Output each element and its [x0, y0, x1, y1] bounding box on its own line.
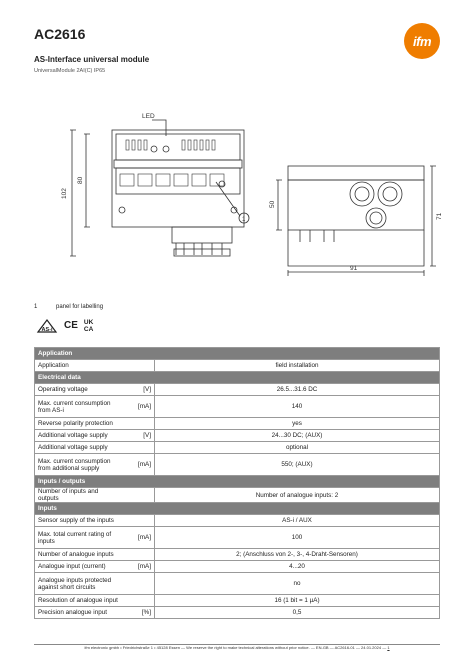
spec-row: [35, 549, 440, 561]
spec-row: [35, 396, 440, 418]
section-header: [35, 372, 440, 384]
spec-value: no: [155, 573, 440, 595]
dim-80: 80: [77, 176, 84, 184]
product-model: UniversalModule 2AI(C) IP65: [34, 68, 106, 74]
spec-label: Analogue inputs protected against short circuits: [35, 573, 124, 595]
ifm-logo: [404, 23, 440, 59]
spec-row: [35, 515, 440, 527]
spec-row: [35, 595, 440, 607]
spec-label: Max. current consumption from AS-i: [35, 396, 124, 418]
section-header: [35, 476, 440, 488]
spec-value: optional: [155, 442, 440, 454]
section-title: Application: [35, 348, 440, 360]
ukca-ca: CA: [83, 326, 94, 333]
ukca-uk: UK: [83, 319, 94, 326]
spec-unit: [mA]: [123, 454, 155, 476]
spec-label: Operating voltage: [35, 384, 124, 396]
spec-unit: [123, 549, 155, 561]
dim-71: 71: [436, 212, 443, 220]
spec-label: Precision analogue input: [35, 607, 124, 619]
caption-number: 1: [34, 304, 38, 310]
spec-unit: [V]: [123, 430, 155, 442]
spec-value: 24...30 DC; (AUX): [155, 430, 440, 442]
spec-value: 4...20: [155, 561, 440, 573]
led-label: LED: [142, 113, 155, 120]
section-title: Inputs / outputs: [35, 476, 440, 488]
spec-row: [35, 430, 440, 442]
spec-value: Number of analogue inputs: 2: [155, 488, 440, 503]
spec-unit: [123, 515, 155, 527]
spec-label: Application: [35, 360, 124, 372]
footer-text: ifm electronic gmbh • Friedrichstraße 1 • 45128 Essen — We reserve the right to make technical alterations without prior notice. — EN-GB — AC2616-01 — 24.01.2024 —: [84, 645, 387, 650]
spec-unit: [123, 595, 155, 607]
spec-value: 100: [155, 527, 440, 549]
page-footer: [0, 645, 474, 650]
spec-row: [35, 384, 440, 396]
section-title: Electrical data: [35, 372, 440, 384]
spec-table: [34, 347, 440, 619]
spec-row: [35, 454, 440, 476]
dim-91: 91: [350, 265, 358, 272]
spec-label: Additional voltage supply: [35, 442, 124, 454]
spec-unit: [123, 418, 155, 430]
spec-value: field installation: [155, 360, 440, 372]
spec-unit: [123, 442, 155, 454]
spec-value: 550; (AUX): [155, 454, 440, 476]
spec-label: Number of inputs and outputs: [35, 488, 124, 503]
page-title: AC2616: [34, 26, 86, 42]
spec-unit: [mA]: [123, 561, 155, 573]
spec-row: [35, 573, 440, 595]
spec-value: yes: [155, 418, 440, 430]
spec-label: Number of analogue inputs: [35, 549, 124, 561]
spec-label: Analogue input (current): [35, 561, 124, 573]
spec-unit: [mA]: [123, 527, 155, 549]
spec-value: 2; (Anschluss von 2-, 3-, 4-Draht-Sensoren): [155, 549, 440, 561]
section-header: [35, 348, 440, 360]
dimension-drawing: [34, 104, 444, 304]
caption-text: panel for labelling: [56, 304, 104, 310]
spec-label: Resolution of analogue input: [35, 595, 124, 607]
spec-row: [35, 360, 440, 372]
dim-102: 102: [61, 188, 68, 199]
spec-value: 26.5...31.6 DC: [155, 384, 440, 396]
drawing-caption: [34, 304, 103, 310]
spec-label: Max. total current rating of inputs: [35, 527, 124, 549]
spec-value: 16 (1 bit = 1 µA): [155, 595, 440, 607]
spec-row: [35, 561, 440, 573]
section-title: Inputs: [35, 503, 440, 515]
spec-row: [35, 418, 440, 430]
page-number: 1: [387, 645, 390, 650]
callout-1: 1: [242, 217, 246, 223]
spec-label: Max. current consumption from additional supply: [35, 454, 124, 476]
spec-row: [35, 607, 440, 619]
ukca-mark: [84, 319, 93, 333]
spec-unit: [V]: [123, 384, 155, 396]
product-subtitle: AS-Interface universal module: [34, 55, 150, 64]
spec-row: [35, 442, 440, 454]
logo-text: ifm: [413, 34, 431, 49]
asi-certification-logo: [36, 318, 58, 334]
spec-unit: [mA]: [123, 396, 155, 418]
spec-value: AS-i / AUX: [155, 515, 440, 527]
certification-marks: [36, 318, 93, 334]
spec-row: [35, 488, 440, 503]
spec-row: [35, 527, 440, 549]
dim-50: 50: [269, 200, 276, 208]
asi-cert-text: AS-i: [41, 327, 53, 333]
spec-unit: [123, 573, 155, 595]
spec-unit: [%]: [123, 607, 155, 619]
spec-label: Reverse polarity protection: [35, 418, 124, 430]
spec-value: 140: [155, 396, 440, 418]
spec-label: Sensor supply of the inputs: [35, 515, 124, 527]
section-header: [35, 503, 440, 515]
spec-label: Additional voltage supply: [35, 430, 124, 442]
ce-mark: CE: [64, 320, 78, 331]
spec-unit: [123, 488, 155, 503]
spec-unit: [123, 360, 155, 372]
spec-value: 0,5: [155, 607, 440, 619]
